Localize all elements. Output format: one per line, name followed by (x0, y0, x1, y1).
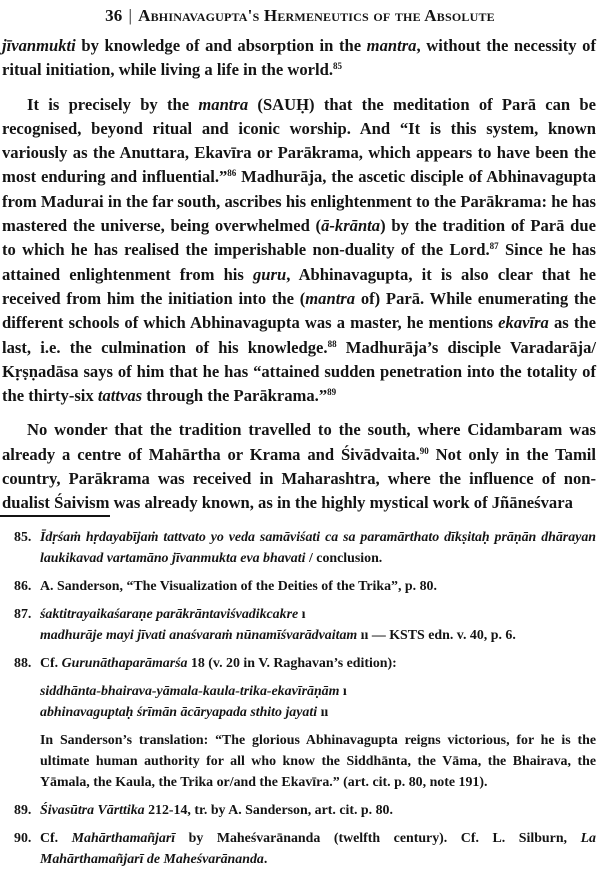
footnote-text (40, 800, 596, 821)
text-run: ı (298, 607, 306, 622)
footnote-reference[interactable]: 88 (327, 338, 337, 349)
text-run: , Abhinavagupta, it is also clear that he received from him the initiation into the ( (2, 264, 596, 308)
verse-line (40, 702, 596, 723)
footnote-number: 85. (14, 530, 32, 545)
footnote-text (40, 527, 596, 569)
footnote (0, 527, 596, 569)
text-run: 212-14, tr. by A. Sanderson, art. cit. p. 80. (144, 803, 393, 818)
footnote-content (40, 803, 393, 818)
footnote-number: 88. (14, 656, 32, 671)
footnote-text (40, 828, 596, 870)
text-run: through the Parākrama.” (142, 386, 328, 406)
text-run: Cf. (40, 656, 62, 671)
text-run: / conclusion. (305, 551, 383, 566)
footnote-reference[interactable]: 85 (332, 61, 342, 72)
footnote-number: 86. (14, 579, 32, 594)
italic-term: ekavīra (498, 313, 549, 333)
verse-line (40, 625, 596, 646)
text-run: In Sanderson’s translation: “The glorious Abhinavagupta reigns victorious, for he is the ultimate human authority for all who know the Siddhānta, the Vāma, the Bhairava, the Yāmala, the Kaula, the Trika or/and the Ekavīra.” (art. cit. p. 80, note 191). (40, 733, 596, 790)
footnote-divider (0, 515, 110, 517)
footnote-number: 87. (14, 607, 32, 622)
italic-term: Mahārthamañjarī (71, 831, 176, 846)
paragraph (2, 418, 596, 515)
italic-term: siddhānta-bhairava-yāmala-kaula-trika-ekavīrāṇām (40, 684, 340, 699)
text-run: It is precisely by the (27, 94, 199, 114)
italic-term: śaktitrayaikaśaraṇe parākrāntaviśvadikcakre (40, 607, 299, 622)
verse-line (40, 604, 596, 625)
text-run: Madhurāja’s disciple Varadarāja/ Kṛṣṇadāsa says of him that he has “attained sudden penetration into the totality of the thirty-six (2, 337, 596, 406)
verse-line (40, 653, 596, 674)
text-run: Not only in the Tamil country, Parākrama was received in Maharashtra, where the influence of non-dualist Śaivism was already known, as in the highly mystical work of Jñāneśvara (2, 444, 596, 513)
footnote (0, 576, 596, 597)
footnotes (0, 527, 596, 877)
text-run: ) by the tradition of Parā due to which he has realised the imperishable non-duality of the Lord. (2, 216, 596, 260)
text-run: of) Parā. While enumerating the different schools of which Abhinavagupta was a master, he mentions (2, 288, 596, 333)
text-run: No wonder that the tradition travelled to the south, where Cidambaram was already a centre of Mahārtha or Krama and Śivādvaita. (2, 420, 596, 464)
header-separator: | (128, 6, 133, 25)
text-run: 18 (v. 20 in V. Raghavan’s edition): (187, 656, 397, 671)
italic-term: madhurāje mayi jīvati anaśvaraṁ nūnamīśvarādvaitam (40, 628, 358, 643)
book-title: Abhinavagupta's Hermeneutics of the Absolute (138, 6, 495, 25)
verse-line (40, 681, 596, 702)
main-text (2, 34, 596, 526)
italic-term: ā-krānta (321, 216, 381, 236)
footnote-reference[interactable]: 86 (227, 168, 237, 179)
footnote-number: 90. (14, 831, 32, 846)
text-run: ıı — KSTS edn. v. 40, p. 6. (357, 628, 516, 643)
footnote (0, 800, 596, 821)
footnote-content (40, 530, 596, 566)
text-run: . (263, 852, 268, 867)
text-run: Since he has attained enlightenment from his (2, 240, 596, 284)
footnote-reference[interactable]: 87 (489, 241, 499, 252)
italic-term: mantra (366, 36, 417, 55)
text-run: by knowledge of and absorption in the (75, 36, 367, 55)
italic-term: tattvas (97, 386, 143, 406)
text-run: , without the necessity of ritual initiation, while living a life in the world. (2, 36, 596, 80)
text-run: A. Sanderson, “The Visualization of the Deities of the Trika”, p. 80. (40, 579, 437, 594)
translation-note (40, 730, 596, 793)
running-head (0, 6, 600, 26)
text-run: as the last, i.e. the culmination of his knowledge. (2, 313, 596, 357)
italic-term: Gurunāthaparāmarśa (61, 656, 188, 671)
footnote-text (40, 653, 596, 793)
text-run: ı (339, 684, 347, 699)
footnote (0, 828, 596, 870)
paragraph (2, 34, 596, 83)
page-number: 36 (105, 6, 123, 25)
italic-term: abhinavaguptaḥ śrīmān ācāryapada sthito jayati (40, 705, 318, 720)
text-run: (SAUḤ) that the meditation of Parā can be recognised, beyond ritual and iconic worship. And “It is this system, known variously as the Anuttara, Ekavīra or Parākrama, which appears to have been the most enduring and influential.” (2, 94, 596, 187)
footnote-content (40, 579, 437, 594)
italic-term: La Mahārthamañjarī de Maheśvarānanda (40, 831, 596, 867)
paragraph (2, 93, 596, 409)
italic-term: mantra (305, 288, 356, 308)
italic-term: mantra (198, 94, 249, 114)
footnote-reference[interactable]: 89 (327, 387, 337, 398)
footnote-number: 89. (14, 803, 32, 818)
footnote (0, 604, 596, 646)
italic-term: Īdṛśaṁ hṛdayabījaṁ tattvato yo veda samāviśati ca sa paramārthato dīkṣitaḥ prāṇān dhārayan laukikavad vartamāno jīvanmukta eva bhavati (40, 530, 596, 566)
text-run: by Maheśvarānanda (twelfth century). Cf. L. Silburn, (175, 831, 581, 846)
footnote (0, 653, 596, 793)
footnote-content (40, 831, 596, 867)
italic-term: guru (253, 264, 287, 284)
text-run: Madhurāja, the ascetic disciple of Abhinavagupta from Madurai in the far south, ascribes his enlightenment to the Parākrama: he has mastered the universe, being overwhelmed ( (2, 167, 597, 236)
footnote-reference[interactable]: 90 (419, 445, 429, 456)
footnote-text (40, 604, 596, 646)
text-run: Cf. (40, 831, 72, 846)
text-run: ıı (317, 705, 329, 720)
italic-term: jīvanmukti (2, 36, 76, 55)
italic-term: Śivasūtra Vārttika (40, 803, 145, 818)
footnote-text (40, 576, 596, 597)
